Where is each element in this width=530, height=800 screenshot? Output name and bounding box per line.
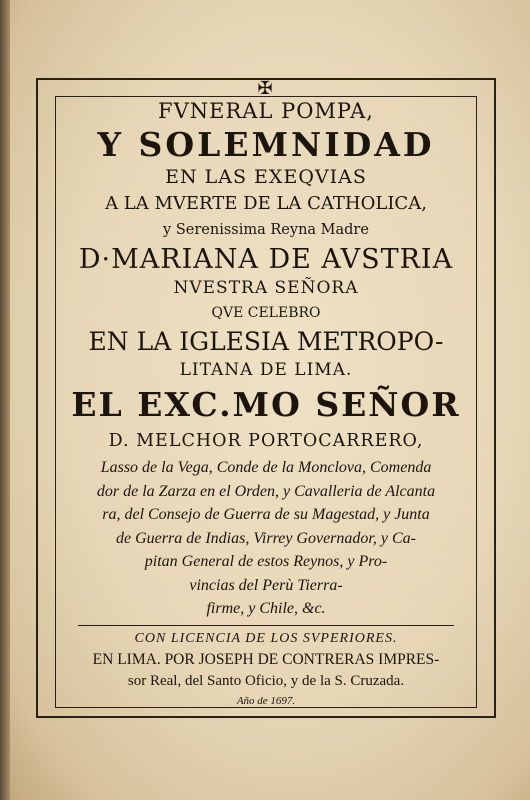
title-line-12: D. MELCHOR PORTOCARRERO, xyxy=(108,431,424,451)
title-line-7: NVESTRA SEÑORA xyxy=(173,278,359,298)
imprint-year: Año de 1697. xyxy=(236,694,296,707)
imprint-line-2: sor Real, del Santo Oficio, y de la S. Cruzada. xyxy=(127,672,405,689)
body-line-5: pitan General de estos Reynos, y Pro- xyxy=(144,553,388,570)
body-line-4: de Guerra de Indias, Virrey Governador, y Ca- xyxy=(116,529,416,547)
body-line-3: ra, del Consejo de Guerra de su Magestad, y Junta xyxy=(102,506,430,523)
body-line-1: Lasso de la Vega, Conde de la Monclova, Comenda xyxy=(100,459,432,476)
license-line: CON LICENCIA DE LOS SVPERIORES. xyxy=(134,630,398,646)
divider-rule xyxy=(78,625,454,626)
title-line-6: D·MARIANA DE AVSTRIA xyxy=(78,244,454,275)
cross-ornament-icon: ✠ xyxy=(257,78,273,99)
body-line-6: vincias del Perù Tierra- xyxy=(189,576,343,594)
title-line-9: EN LA IGLESIA METROPO- xyxy=(88,327,444,356)
title-line-3: EN LAS EXEQVIAS xyxy=(165,166,367,188)
title-page-text xyxy=(58,96,474,710)
title-line-5: y Serenissima Reyna Madre xyxy=(163,222,369,238)
title-line-11: EL EXC.MO SEÑOR xyxy=(71,385,461,424)
title-line-8: QVE CELEBRO xyxy=(211,305,321,321)
title-line-4: A LA MVERTE DE LA CATHOLICA, xyxy=(105,193,427,214)
body-line-7: firme, y Chile, &c. xyxy=(206,600,326,617)
imprint-line-1: EN LIMA. POR JOSEPH DE CONTRERAS IMPRES- xyxy=(92,650,440,668)
title-line-10: LITANA DE LIMA. xyxy=(179,360,353,380)
body-line-2: dor de la Zarza en el Orden, y Cavalleria de Alcanta xyxy=(96,482,436,500)
title-line-2: Y SOLEMNIDAD xyxy=(97,126,435,164)
title-line-1: FVNERAL POMPA, xyxy=(158,99,374,123)
